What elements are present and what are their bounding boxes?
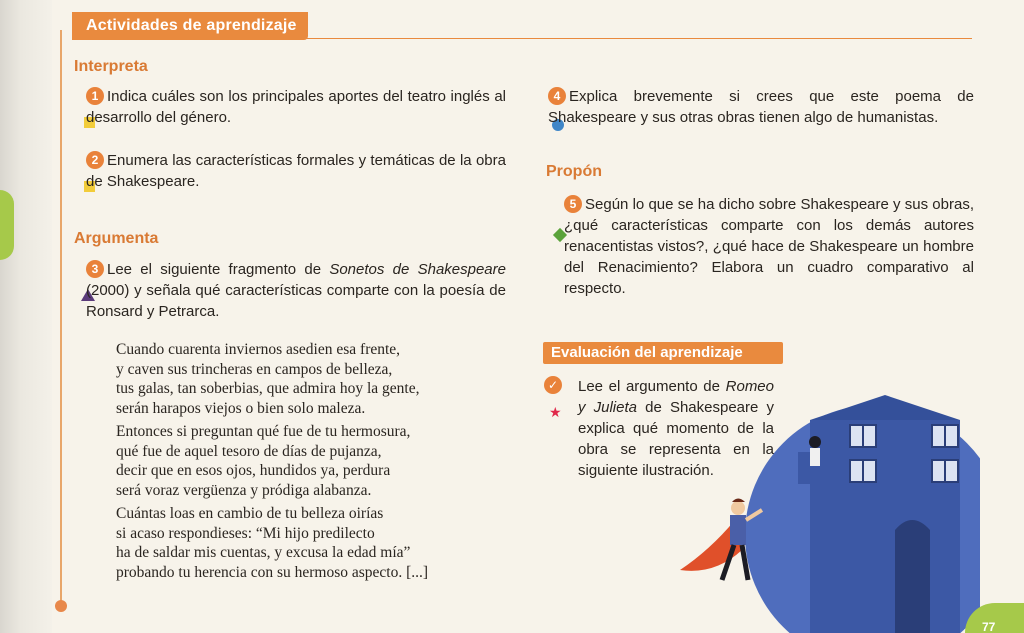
question-number: 2 (86, 151, 104, 169)
question-2 (86, 150, 506, 192)
poem-line: Cuando cuarenta inviernos asedien esa frente, (116, 341, 401, 358)
question-number: 4 (548, 87, 566, 105)
question-1-text: Indica cuáles son los principales aportes del teatro inglés al desarrollo del género. (86, 88, 506, 126)
poem-line: decir que en esos ojos, hundidos ya, perdura (116, 462, 391, 479)
poem-line: tus galas, tan soberbias, que admira hoy la gente, (116, 380, 420, 397)
question-number: 1 (86, 87, 104, 105)
stanza-1 (116, 340, 516, 418)
tower-wall (810, 420, 960, 633)
evaluation-header: Evaluación del aprendizaje (543, 342, 783, 364)
header-divider (72, 38, 972, 39)
question-4-text: Explica brevemente si crees que este poema de Shakespeare y sus otras obras tienen algo de humanistas. (548, 88, 974, 126)
margin-line (60, 30, 62, 610)
poem-line: qué fue de aquel tesoro de días de pujanza, (116, 442, 382, 460)
evaluation-text-a: Lee el argumento de (578, 378, 726, 395)
poem-line: Cuántas loas en cambio de tu belleza oirías (116, 505, 384, 522)
question-1 (86, 86, 506, 128)
poem-line: y caven sus trincheras en campos de belleza, (116, 360, 393, 378)
question-5-text: Según lo que se ha dicho sobre Shakespeare y sus obras, ¿qué características comparte con los demás autores renacentistas vistos?, ¿qué hace de Shakespeare un hombre del Renacimiento? Elabora un cuadro comparativo al respecto. (564, 196, 974, 297)
evaluation-title: Romeo y Julieta (578, 378, 774, 416)
sonnet-fragment (116, 340, 516, 586)
tower-door (895, 520, 930, 633)
poem-line: serán harapos viejos o bien solo maleza. (116, 399, 366, 417)
stanza-3 (116, 504, 516, 582)
question-5 (564, 194, 974, 299)
poem-line: si acaso respondieses: “Mi hijo predilecto (116, 524, 375, 542)
romeo-juliet-illustration (650, 380, 980, 633)
question-4 (548, 86, 974, 128)
book-binding (0, 0, 52, 633)
star-marker-icon: ★ (549, 404, 562, 420)
question-3-text-a: Lee el siguiente fragmento de (107, 261, 330, 278)
question-2-text: Enumera las características formales y temáticas de la obra de Shakespeare. (86, 152, 506, 190)
check-icon: ✓ (544, 376, 562, 394)
argumenta-heading: Argumenta (74, 230, 159, 247)
question-3 (86, 259, 506, 322)
question-3-title: Sonetos de Shakespeare (329, 261, 506, 278)
question-3-text-b: (2000) y señala qué características comparte con la poesía de Ronsard y Petrarca. (86, 282, 506, 320)
evaluation-text-b: de Shakespeare y explica qué momento de la obra se representa en la siguiente ilustración. (578, 399, 774, 479)
section-header: Actividades de aprendizaje (72, 12, 308, 40)
tower-roof (810, 395, 960, 420)
side-tab (0, 190, 14, 260)
poem-line: Entonces si preguntan qué fue de tu hermosura, (116, 423, 411, 440)
page-number: 77 (982, 620, 996, 633)
poem-line: ha de saldar mis cuentas, y excusa la edad mía” (116, 544, 411, 561)
poem-line: probando tu herencia con su hermoso aspecto. [...] (116, 563, 429, 581)
poem-line: será voraz vergüenza y pródiga alabanza. (116, 481, 372, 499)
interpreta-heading: Interpreta (74, 58, 148, 75)
propon-heading: Propón (546, 163, 602, 180)
stanza-2 (116, 422, 516, 500)
question-number: 3 (86, 260, 104, 278)
question-number: 5 (564, 195, 582, 213)
margin-dot (55, 600, 67, 612)
